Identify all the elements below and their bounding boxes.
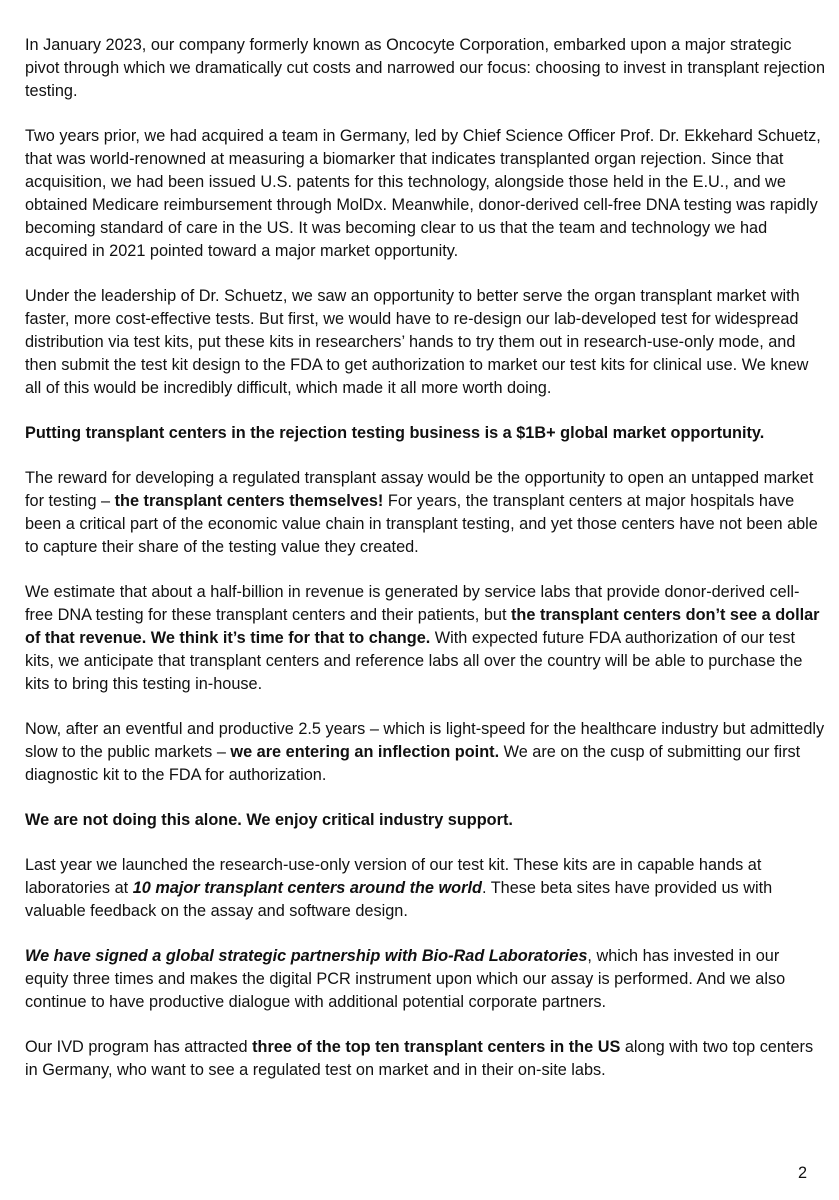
letter-body bbox=[25, 34, 825, 1104]
paragraph-ivd-text-2: along with two top centers in Germany, who want to see a regulated test on market and in their on-site labs. bbox=[25, 1038, 814, 1079]
heading-market-opportunity: Putting transplant centers in the rejection testing business is a $1B+ global market opportunity. bbox=[25, 424, 765, 442]
heading-industry-support: We are not doing this alone. We enjoy critical industry support. bbox=[25, 811, 513, 829]
paragraph-revenue-emphasis: the transplant centers don’t see a dollar of that revenue. We think it’s time for that to change. bbox=[25, 606, 820, 647]
paragraph-inflection-emphasis: we are entering an inflection point. bbox=[230, 743, 500, 761]
paragraph-bio-rad-text: , which has invested in our equity three times and makes the digital PCR instrument upon which our assay is performed. And we also continue to have productive dialogue with additional potential corporate partners. bbox=[25, 947, 786, 1011]
paragraph-bio-rad bbox=[25, 945, 825, 1014]
paragraph-inflection-text-1: Now, after an eventful and productive 2.5 years – which is light-speed for the healthcare industry but admittedly slow to the public markets – bbox=[25, 720, 825, 761]
paragraph-ivd-program bbox=[25, 1036, 825, 1082]
paragraph-reward-text-2: For years, the transplant centers at major hospitals have been a critical part of the economic value chain in transplant testing, and yet those centers have not been able to capture their share of the testing value they created. bbox=[25, 492, 818, 556]
paragraph-ruo-text-2: . These beta sites have provided us with valuable feedback on the assay and software design. bbox=[25, 879, 773, 920]
paragraph-leadership: Under the leadership of Dr. Schuetz, we saw an opportunity to better serve the organ transplant market with faster, more cost-effective tests. But first, we would have to re-design our lab-developed test for widespread distribution via test kits, put these kits in researchers’ hands to try them out in research-use-only mode, and then submit the test kit design to the FDA to get authorization to market our test kits for clinical use. We knew all of this would be incredibly difficult, which made it all more worth doing. bbox=[25, 287, 809, 397]
paragraph-reward-text-1: The reward for developing a regulated transplant assay would be the opportunity to open an untapped market for testing – bbox=[25, 469, 814, 510]
paragraph-inflection-point bbox=[25, 718, 825, 787]
paragraph-bio-rad-emphasis: We have signed a global strategic partnership with Bio-Rad Laboratories bbox=[25, 947, 588, 965]
paragraph-revenue-text-2: With expected future FDA authorization of our test kits, we anticipate that transplant centers and reference labs all over the country will be able to purchase the kits to bring this testing in-house. bbox=[25, 629, 803, 693]
paragraph-ruo-emphasis: 10 major transplant centers around the world bbox=[132, 879, 482, 897]
paragraph-reward-emphasis: the transplant centers themselves! bbox=[114, 492, 384, 510]
paragraph-intro: In January 2023, our company formerly known as Oncocyte Corporation, embarked upon a major strategic pivot through which we dramatically cut costs and narrowed our focus: choosing to invest in transplant rejection testing. bbox=[25, 36, 826, 100]
paragraph-revenue-text-1: We estimate that about a half-billion in revenue is generated by service labs that provide donor-derived cell-free DNA testing for these transplant centers and their patients, but bbox=[25, 583, 800, 624]
paragraph-inflection-text-2: We are on the cusp of submitting our first diagnostic kit to the FDA for authorization. bbox=[25, 743, 801, 784]
paragraph-ruo-launch bbox=[25, 854, 825, 923]
paragraph-ivd-text-1: Our IVD program has attracted bbox=[25, 1038, 253, 1056]
paragraph-reward bbox=[25, 467, 825, 559]
page-number: 2 bbox=[797, 1164, 807, 1182]
paragraph-acquisition: Two years prior, we had acquired a team in Germany, led by Chief Science Officer Prof. Dr. Ekkehard Schuetz, that was world-renowned at measuring a biomarker that indicates transplanted organ rejection. Since that acquisition, we had been issued U.S. patents for this technology, alongside those held in the E.U., and we obtained Medicare reimbursement through MolDx. Meanwhile, donor-derived cell-free DNA testing was rapidly becoming standard of care in the US. It was becoming clear to us that the team and technology we had acquired in 2021 pointed toward a major market opportunity. bbox=[25, 127, 821, 260]
paragraph-ruo-text-1: Last year we launched the research-use-only version of our test kit. These kits are in capable hands at laboratories at bbox=[25, 856, 762, 897]
paragraph-revenue-estimate bbox=[25, 581, 825, 696]
paragraph-ivd-emphasis: three of the top ten transplant centers in the US bbox=[252, 1038, 621, 1056]
